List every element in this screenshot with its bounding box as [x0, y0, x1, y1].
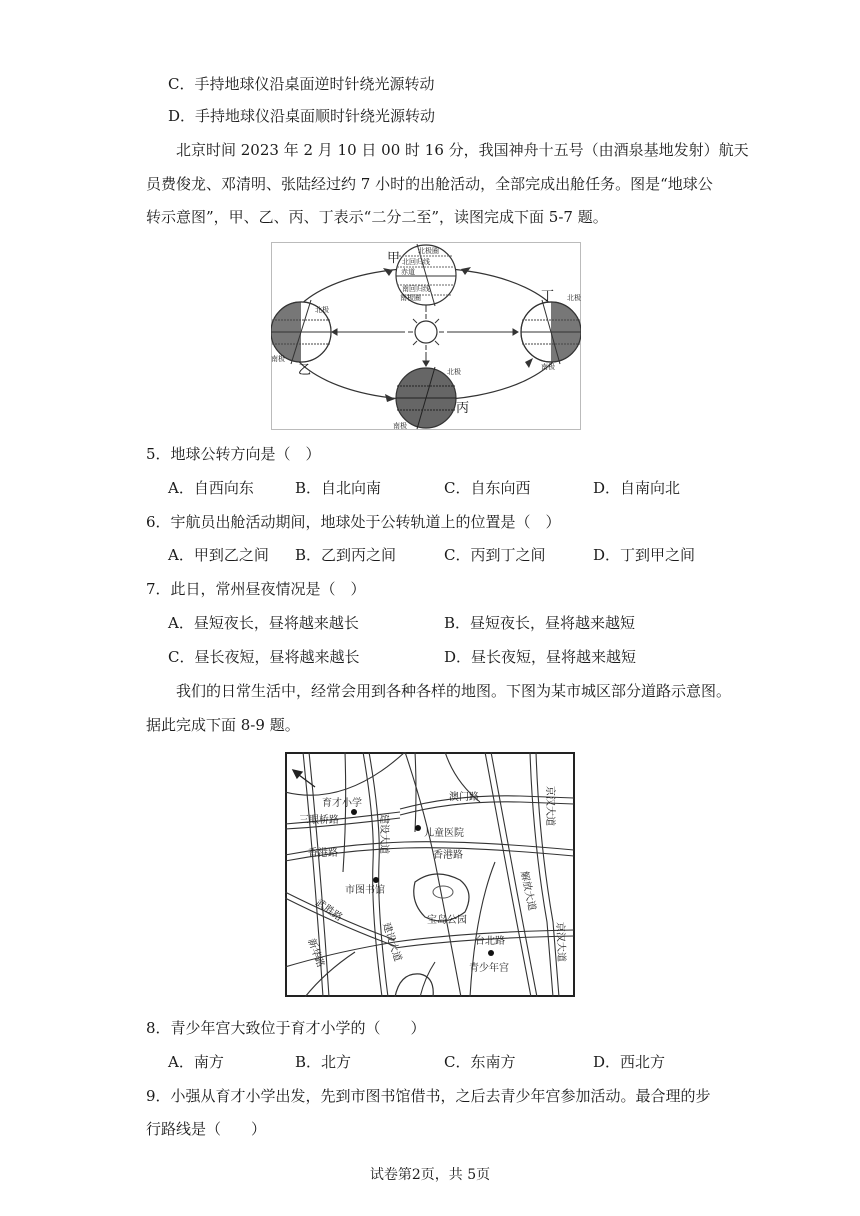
svg-text:北极: 北极	[447, 368, 461, 376]
label-xianggang-e: 香港路	[433, 850, 463, 861]
label-jinghan2: 京汉大道	[554, 921, 567, 963]
q8-option-c[interactable]: C．东南方	[444, 1053, 516, 1071]
passage2-line1: 我们的日常生活中，经常会用到各种各样的地图。下图为某市城区部分道路示意图。	[176, 682, 732, 700]
q8-option-b[interactable]: B．北方	[295, 1053, 352, 1071]
earth-ding	[521, 300, 581, 364]
q6-option-c[interactable]: C．丙到丁之间	[444, 546, 546, 564]
page-footer: 试卷第2页，共 5页	[369, 1167, 491, 1183]
q6-option-a[interactable]: A．甲到乙之间	[168, 546, 269, 564]
label-yi: 乙	[298, 363, 312, 378]
label-aomen: 澳门路	[449, 792, 479, 803]
q7-stem: 7．此日，常州昼夜情况是（ ）	[146, 580, 366, 598]
svg-text:南极: 南极	[271, 355, 285, 363]
passage1-line3: 转示意图”，甲、乙、丙、丁表示“二分二至”，读图完成下面 5-7 题。	[146, 208, 608, 226]
passage2-line2: 据此完成下面 8-9 题。	[146, 716, 300, 734]
earth-revolution-diagram	[271, 242, 581, 430]
q6-stem: 6．宇航员出舱活动期间，地球处于公转轨道上的位置是（ ）	[146, 513, 561, 531]
svg-text:赤道: 赤道	[401, 268, 415, 276]
svg-text:南极: 南极	[393, 422, 407, 430]
orbit-arrow-top-left	[383, 268, 393, 276]
earth-jia	[396, 244, 456, 306]
label-sanyan: 三眼桥路	[299, 815, 339, 826]
sun-icon	[408, 314, 444, 350]
svg-text:北极: 北极	[567, 294, 581, 302]
q5-option-c[interactable]: C．自东向西	[444, 479, 531, 497]
q7-option-b[interactable]: B．昼短夜长，昼将越来越短	[444, 614, 636, 632]
svg-text:南极圈: 南极圈	[400, 294, 421, 302]
passage1-line2: 员费俊龙、邓清明、张陆经过约 7 小时的出舱活动，全部完成出舱任务。图是“地球公	[146, 175, 713, 193]
label-ding: 丁	[541, 289, 555, 304]
q8-option-d[interactable]: D．西北方	[593, 1053, 666, 1071]
label-wusheng: 武胜路	[313, 897, 345, 924]
earth-bing	[396, 367, 456, 429]
q6-option-b[interactable]: B．乙到丙之间	[295, 546, 397, 564]
svg-text:北极: 北极	[315, 306, 329, 314]
option-d-top: D．手持地球仪沿桌面顺时针绕光源转动	[168, 107, 436, 125]
label-jinghan1: 京汉大道	[544, 786, 555, 826]
q5-option-a[interactable]: A．自西向东	[168, 479, 254, 497]
label-jianshe2: 建设大道	[380, 921, 403, 963]
label-yucai: 育才小学	[322, 798, 362, 809]
label-ertong: 儿童医院	[424, 828, 464, 839]
q5-stem: 5．地球公转方向是（ ）	[146, 445, 321, 463]
q5-option-d[interactable]: D．自南向北	[593, 479, 681, 497]
q8-stem: 8．青少年宫大致位于育才小学的（ ）	[146, 1019, 426, 1037]
q8-option-a[interactable]: A．南方	[168, 1053, 224, 1071]
q5-option-b[interactable]: B．自北向南	[295, 479, 382, 497]
q7-option-d[interactable]: D．昼长夜短，昼将越来越短	[444, 648, 637, 666]
label-xinhua: 新华路	[305, 937, 326, 970]
label-jianshe1: 建设大道	[378, 814, 389, 854]
passage1-line1: 北京时间 2023 年 2 月 10 日 00 时 16 分，我国神舟十五号（由酒泉基地发射）航天	[176, 141, 749, 159]
q6-option-d[interactable]: D．丁到甲之间	[593, 546, 696, 564]
orbit-arrow-bottom-right	[525, 358, 533, 368]
label-taibei: 台北路	[475, 936, 505, 947]
label-xianggang-w: 香港路	[308, 848, 338, 859]
q9-stem-line2: 行路线是（ ）	[146, 1120, 267, 1138]
svg-text:北极圈: 北极圈	[418, 247, 439, 255]
label-jia: 甲	[387, 251, 401, 266]
label-park: 宝岛公园	[427, 915, 467, 926]
svg-text:南极: 南极	[541, 363, 555, 371]
q7-option-a[interactable]: A．昼短夜长，昼将越来越长	[168, 614, 359, 632]
label-bing: 丙	[456, 401, 470, 416]
label-library: 市图书馆	[345, 885, 385, 896]
q7-option-c[interactable]: C．昼长夜短，昼将越来越长	[168, 648, 360, 666]
q9-stem-line1: 9．小强从育才小学出发，先到市图书馆借书，之后去青少年宫参加活动。最合理的步	[146, 1087, 711, 1105]
svg-text:北回归线: 北回归线	[402, 258, 430, 266]
option-c-top: C．手持地球仪沿桌面逆时针绕光源转动	[168, 75, 435, 93]
label-jiefang: 解放大道	[518, 870, 538, 912]
city-road-map	[285, 752, 575, 997]
svg-text:南回归线: 南回归线	[402, 285, 430, 293]
label-youth: 青少年宫	[469, 963, 509, 974]
